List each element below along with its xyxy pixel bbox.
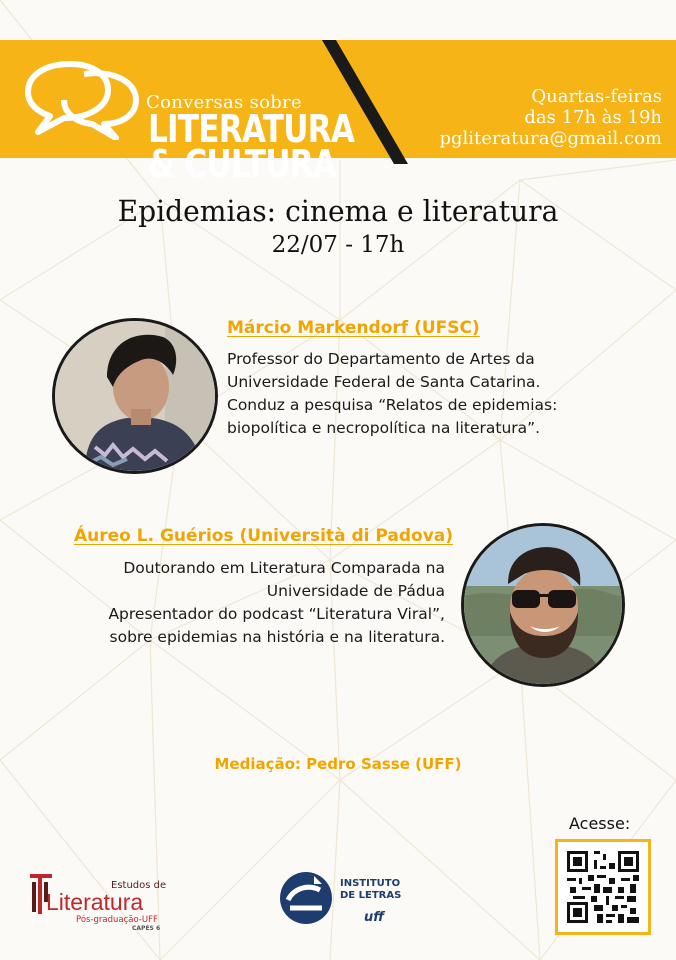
speaker2-bio-line: sobre epidemias na história e na literatura.	[109, 628, 445, 646]
speaker2-bio-line: Universidade de Pádua	[266, 582, 445, 600]
brand-title-line1: LITERATURA	[148, 107, 355, 151]
brand-subtitle: Conversas sobre	[146, 92, 302, 113]
schedule-time: das 17h às 19h	[524, 107, 662, 128]
speaker2-bio	[60, 557, 445, 649]
speaker2-portrait	[464, 526, 622, 684]
speaker1-portrait	[55, 321, 215, 471]
logo-il-line1: INSTITUTO	[340, 878, 401, 889]
logo-uff: uff	[364, 910, 385, 925]
instituto-letras-logo	[278, 870, 418, 930]
event-title: Epidemias: cinema e literatura	[117, 194, 559, 228]
estudos-literatura-logo	[28, 866, 178, 932]
schedule-day: Quartas-feiras	[531, 86, 662, 107]
logo-lit-line2: Literatura	[46, 889, 144, 915]
access-label: Acesse:	[569, 814, 631, 833]
speaker1-bio	[227, 348, 557, 440]
speaker2-bio-line: Doutorando em Literatura Comparada na	[123, 559, 445, 577]
speaker1-bio-line: biopolítica e necropolítica na literatura”.	[227, 419, 541, 437]
qr-code[interactable]	[555, 839, 651, 935]
logo-il-line2: DE LETRAS	[340, 890, 402, 901]
schedule-info	[440, 86, 663, 149]
speaker1-bio-line: Universidade Federal de Santa Catarina.	[227, 373, 541, 391]
speaker2-photo	[461, 523, 625, 687]
logo-lit-line4: CAPES 6	[132, 925, 161, 932]
logo-lit-line3: Pós-graduação-UFF	[76, 915, 158, 925]
contact-email[interactable]: pgliteratura@gmail.com	[439, 128, 662, 149]
qr-code-icon	[567, 851, 639, 923]
instituto-letras-emblem-icon	[278, 870, 334, 926]
speaker2-name: Áureo L. Guérios (Università di Padova)	[74, 526, 454, 546]
brand-title-line2: & CULTURA	[148, 142, 337, 186]
brand-title	[148, 107, 355, 186]
speaker2-bio-line: Apresentador do podcast “Literatura Viral”,	[108, 605, 445, 623]
speech-bubbles-icon	[24, 60, 140, 140]
speaker1-name: Márcio Markendorf (UFSC)	[227, 318, 480, 338]
mediation-credit: Mediação: Pedro Sasse (UFF)	[214, 755, 462, 773]
event-datetime: 22/07 - 17h	[271, 232, 405, 258]
logo-lit-line1: Estudos de	[111, 880, 167, 891]
speaker1-bio-line: Conduz a pesquisa “Relatos de epidemias:	[227, 396, 558, 414]
speaker1-photo	[52, 318, 218, 474]
speaker1-bio-line: Professor do Departamento de Artes da	[227, 350, 535, 368]
logo-il-text	[340, 878, 401, 902]
